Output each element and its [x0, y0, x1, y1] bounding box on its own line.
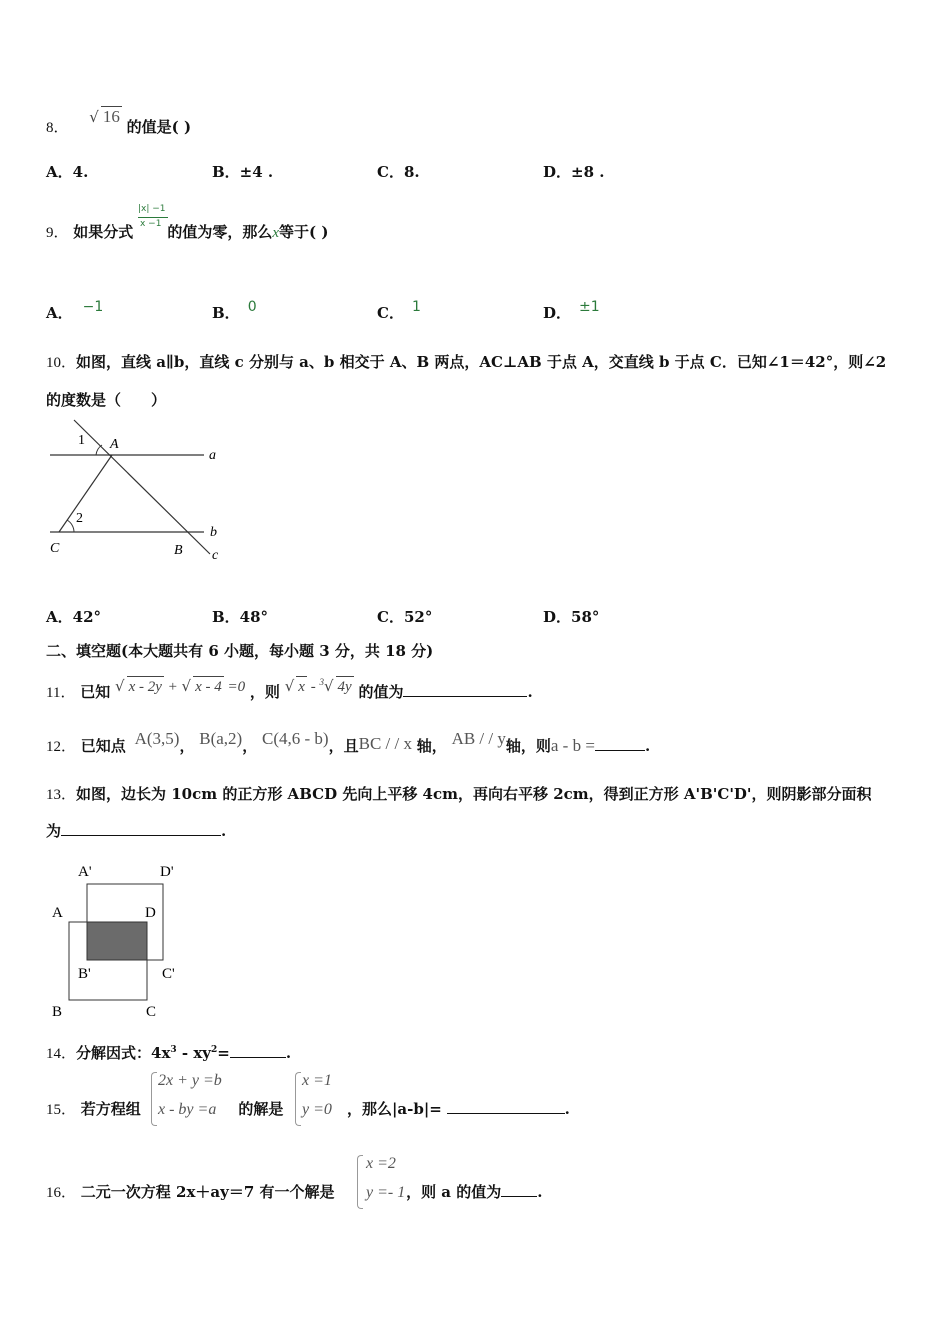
- q8-option-c: C．8.: [377, 163, 420, 181]
- q11-answer-blank[interactable]: [403, 682, 527, 697]
- q13-figure: [46, 856, 196, 1026]
- q9-option-a: [46, 299, 104, 324]
- q11-stem: [46, 678, 533, 703]
- q12-lead-text: 已知点: [80, 737, 126, 755]
- q9-fraction-numerator: |x| −1: [138, 204, 166, 214]
- q9-option-c-value: 1: [411, 299, 421, 315]
- q10-option-d: D．58°: [543, 608, 600, 626]
- q11-equation: [115, 677, 250, 695]
- q13-text-line2: 为: [46, 822, 62, 840]
- q8-stem: [46, 107, 192, 138]
- q15-equation-2: x - by =a: [158, 1101, 217, 1118]
- q11-plus: +: [163, 679, 182, 695]
- q9-option-a-label: A．: [46, 304, 73, 322]
- q13-stem-line1: [46, 784, 872, 805]
- q12-point-a: A(3,5): [134, 729, 180, 748]
- shaded-overlap: [87, 922, 147, 960]
- fig-label-a: a: [209, 448, 216, 463]
- q8-question-text: 的值是( ): [126, 118, 192, 136]
- fig-label-D: D: [145, 905, 156, 921]
- q15-end: .: [564, 1100, 570, 1118]
- q14-end: .: [285, 1044, 292, 1062]
- q9-text-a: 如果分式: [73, 223, 134, 241]
- q9-option-b-value: 0: [247, 299, 257, 315]
- q8-option-d: D．±8 .: [543, 163, 605, 181]
- q9-option-d-label: D．: [543, 304, 572, 322]
- fig-label-D-prime: D': [160, 864, 174, 880]
- q16-solution-1: x =2: [366, 1155, 396, 1172]
- radical-icon: √: [323, 677, 334, 695]
- q15-mid-text: 的解是: [238, 1100, 284, 1118]
- q12-mid-text-3: 轴，则: [505, 737, 551, 755]
- q16-solution-brace: [357, 1155, 363, 1209]
- line-c: [74, 420, 210, 554]
- q9-option-a-value: −1: [82, 299, 104, 315]
- q15-solution-1: x =1: [302, 1072, 332, 1089]
- fig-label-B: B: [52, 1004, 63, 1020]
- q13-stem-line2: [46, 821, 226, 841]
- q16-answer-blank[interactable]: [501, 1182, 537, 1197]
- fig-label-B: B: [174, 543, 183, 558]
- q15-solution-brace: [295, 1072, 301, 1126]
- fig-label-A: A: [110, 437, 119, 452]
- q8-radicand: 16: [102, 107, 120, 126]
- q13-answer-blank[interactable]: [61, 821, 221, 836]
- q8-number: 8．: [46, 120, 69, 136]
- q9-fraction-bar: [138, 217, 168, 218]
- q14-stem: [46, 1040, 291, 1064]
- fig-label-b: b: [210, 525, 217, 540]
- q12-separator-2: ，: [242, 737, 258, 755]
- fig-label-A: A: [52, 905, 63, 921]
- q15-solution-2: y =0: [302, 1101, 332, 1118]
- q10-stem-line1: [46, 352, 886, 373]
- q11-radicand-1: x - 2y: [127, 676, 164, 697]
- q15-equation-1: 2x + y =b: [158, 1072, 222, 1089]
- q15-answer-blank[interactable]: [447, 1099, 565, 1114]
- q15-lead-text: 若方程组: [80, 1100, 141, 1118]
- angle-2-arc: [67, 520, 74, 532]
- fig-label-C: C: [50, 541, 60, 556]
- fig-label-A-prime: A': [78, 864, 92, 880]
- fig-label-C: C: [146, 1004, 157, 1020]
- q15-system-brace: [151, 1072, 157, 1126]
- q13-number: 13．: [46, 787, 77, 803]
- q12-number: 12．: [46, 739, 77, 755]
- fig-label-C-prime: C': [162, 966, 175, 982]
- q13-end: .: [221, 822, 227, 840]
- q11-tail-text: 的值为: [358, 683, 404, 701]
- q16-tail-text: ，则 a 的值为: [406, 1183, 502, 1201]
- q11-target-expression: [285, 677, 359, 695]
- q11-radicand-4: 4y: [336, 676, 354, 697]
- q9-variable: x: [272, 225, 279, 241]
- q8-option-a: A．4.: [46, 163, 89, 181]
- q11-radicand-2: x - 4: [193, 676, 224, 697]
- q9-option-b: [212, 299, 257, 324]
- q16-solution-2: y =- 1: [366, 1184, 406, 1201]
- q11-minus: -: [306, 679, 320, 695]
- q11-end: .: [527, 683, 533, 701]
- q9-fraction-denominator: x −1: [140, 219, 162, 229]
- q12-separator-1: ，: [179, 737, 195, 755]
- q10-option-b: B．48°: [212, 608, 269, 626]
- q9-option-b-label: B．: [212, 304, 240, 322]
- q13-text-line1: 如图，边长为 10cm 的正方形 ABCD 先向上平移 4cm，再向右平移 2cm，得到正方形 A'B'C'D'，则阴影部分面积: [76, 785, 872, 803]
- q14-exponent-1: 3: [170, 1045, 177, 1055]
- q10-option-a: A．42°: [46, 608, 102, 626]
- q11-number: 11．: [46, 685, 76, 701]
- q11-radicand-3: x: [296, 676, 307, 697]
- q12-condition-2: AB / / y: [451, 729, 506, 748]
- q16-number: 16．: [46, 1185, 77, 1201]
- q9-option-c: [377, 299, 421, 324]
- q16-end: .: [537, 1183, 543, 1201]
- q11-equals: =0: [223, 679, 246, 695]
- q10-number: 10．: [46, 355, 77, 371]
- q12-point-c: C(4,6 - b): [262, 729, 329, 748]
- q10-figure: [44, 418, 234, 566]
- q15-number: 15．: [46, 1102, 77, 1118]
- fig-label-1: 1: [78, 433, 85, 448]
- q8-sqrt-expression: [89, 108, 126, 126]
- q16-lead-text: 二元一次方程 2x＋ay＝7 有一个解是: [80, 1183, 335, 1201]
- q11-cube-index: 3: [319, 677, 324, 687]
- fig-label-2: 2: [76, 511, 83, 526]
- q9-option-d: [543, 299, 600, 324]
- q14-mid-text: - xy: [176, 1044, 212, 1062]
- q11-lead-text: 已知: [80, 683, 111, 701]
- q12-mid-text-2: 轴，: [416, 737, 447, 755]
- q10-stem-line2: 的度数是（ ）: [46, 391, 167, 409]
- q9-text-c: 等于( ): [279, 223, 329, 241]
- q10-text-line1: 如图，直线 a∥b，直线 c 分别与 a、b 相交于 A、B 两点，AC⊥AB 于点 A，交直线 b 于点 C．已知∠1＝42°，则∠2: [76, 353, 887, 371]
- q16-stem: [46, 1182, 542, 1203]
- q9-text-b: 的值为零，那么: [167, 223, 273, 241]
- q9-number: 9．: [46, 225, 69, 241]
- q14-number: 14．: [46, 1046, 77, 1062]
- radical-icon: √: [181, 677, 192, 695]
- radical-icon: √: [284, 677, 295, 695]
- q9-option-d-value: ±1: [579, 299, 600, 315]
- q11-mid-text: ，则: [249, 683, 280, 701]
- q8-option-b: B．±4 .: [212, 163, 274, 181]
- q14-exponent-2: 2: [211, 1045, 218, 1055]
- q12-answer-blank[interactable]: [595, 736, 645, 751]
- radical-icon: √: [89, 108, 99, 126]
- q14-lead-text: 分解因式：4x: [76, 1044, 171, 1062]
- q12-expression: a - b =: [550, 736, 595, 755]
- q12-point-b: B(a,2): [199, 729, 243, 748]
- q9-option-c-label: C．: [377, 304, 404, 322]
- q14-equals: =: [217, 1044, 230, 1062]
- section-2-heading: 二、填空题(本大题共有 6 小题，每小题 3 分，共 18 分): [46, 642, 434, 660]
- fig-label-c: c: [212, 548, 219, 563]
- q12-condition-1: BC / / x: [358, 734, 412, 753]
- q12-stem: [46, 729, 651, 757]
- q12-end: .: [644, 737, 651, 755]
- q12-mid-text-1: ，且: [328, 737, 359, 755]
- q9-stem: [46, 222, 328, 243]
- q15-tail-text: ，那么|a-b|=: [346, 1100, 442, 1118]
- q10-option-c: C．52°: [377, 608, 433, 626]
- fig-label-B-prime: B': [78, 966, 91, 982]
- radical-icon: √: [115, 677, 125, 695]
- q14-answer-blank[interactable]: [230, 1043, 286, 1058]
